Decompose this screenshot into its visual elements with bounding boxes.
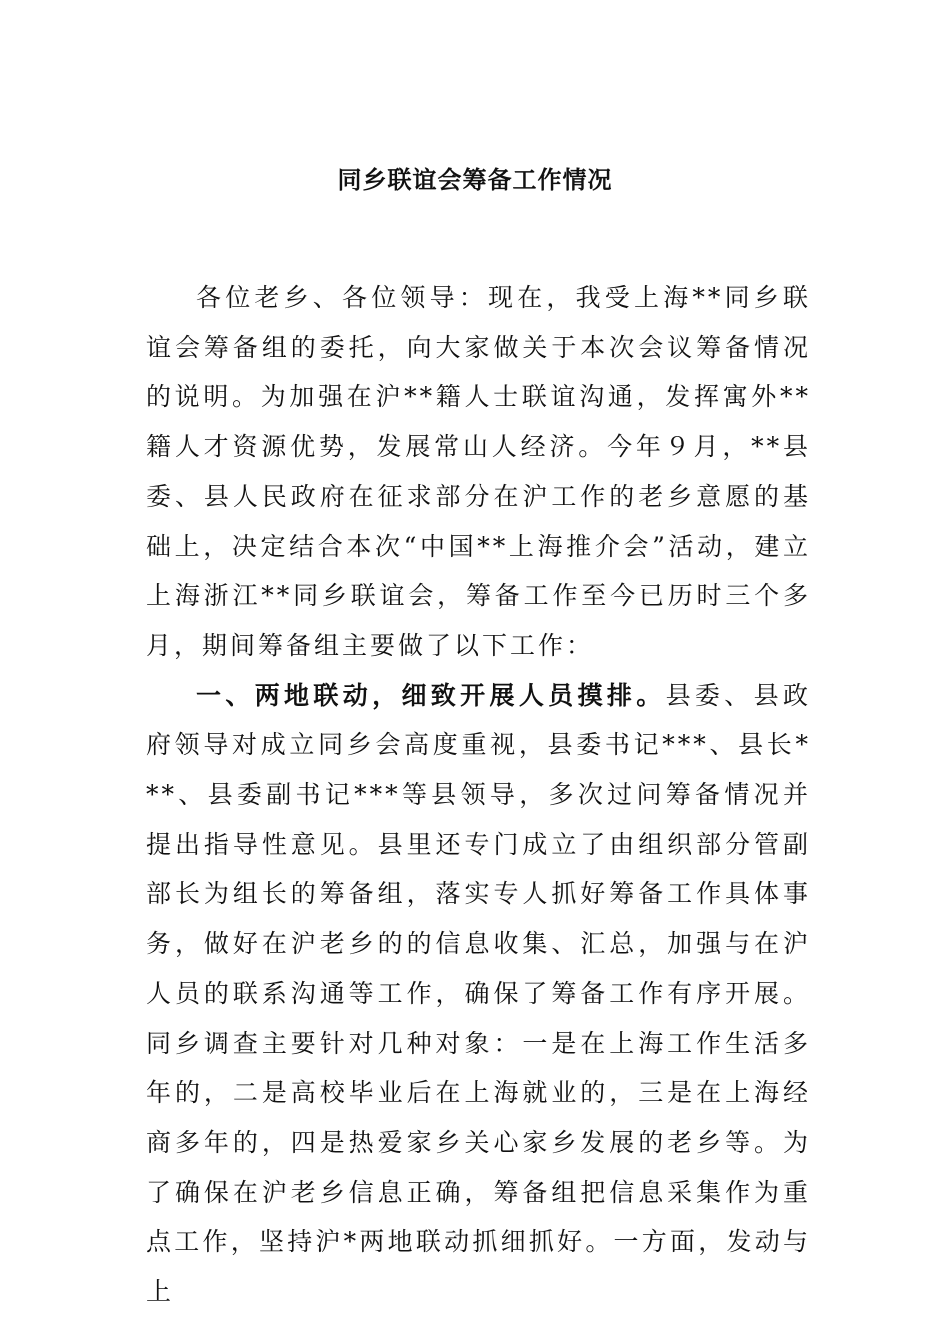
- paragraph-section-one: [146, 671, 811, 1317]
- paragraph-intro-text: 各位老乡、各位领导：现在，我受上海**同乡联谊会筹备组的委托，向大家做关于本次会议筹备情况的说明。为加强在沪**籍人士联谊沟通，发挥寓外**籍人才资源优势，发展常山人经济。今年９月，**县委、县人民政府在征求部分在沪工作的老乡意愿的基础上，决定结合本次“中国**上海推介会”活动，建立上海浙江**同乡联谊会，筹备工作至今已历时三个多月，期间筹备组主要做了以下工作：: [146, 283, 811, 660]
- document-body: [146, 273, 811, 1317]
- section-one-heading: 一、两地联动，细致开展人员摸排。: [196, 680, 666, 710]
- document-title: 同乡联谊会筹备工作情况: [337, 165, 613, 194]
- section-one-text: 县委、县政府领导对成立同乡会高度重视，县委书记***、县长***、县委副书记***等县领导，多次过问筹备情况并提出指导性意见。县里还专门成立了由组织部分管副部长为组长的筹备组，落实专人抓好筹备工作具体事务，做好在沪老乡的的信息收集、汇总，加强与在沪人员的联系沟通等工作，确保了筹备工作有序开展。同乡调查主要针对几种对象：一是在上海工作生活多年的，二是高校毕业后在上海就业的，三是在上海经商多年的，四是热爱家乡关心家乡发展的老乡等。为了确保在沪老乡信息正确，筹备组把信息采集作为重点工作，坚持沪*两地联动抓细抓好。一方面，发动与上: [146, 680, 811, 1307]
- paragraph-intro: [146, 273, 811, 671]
